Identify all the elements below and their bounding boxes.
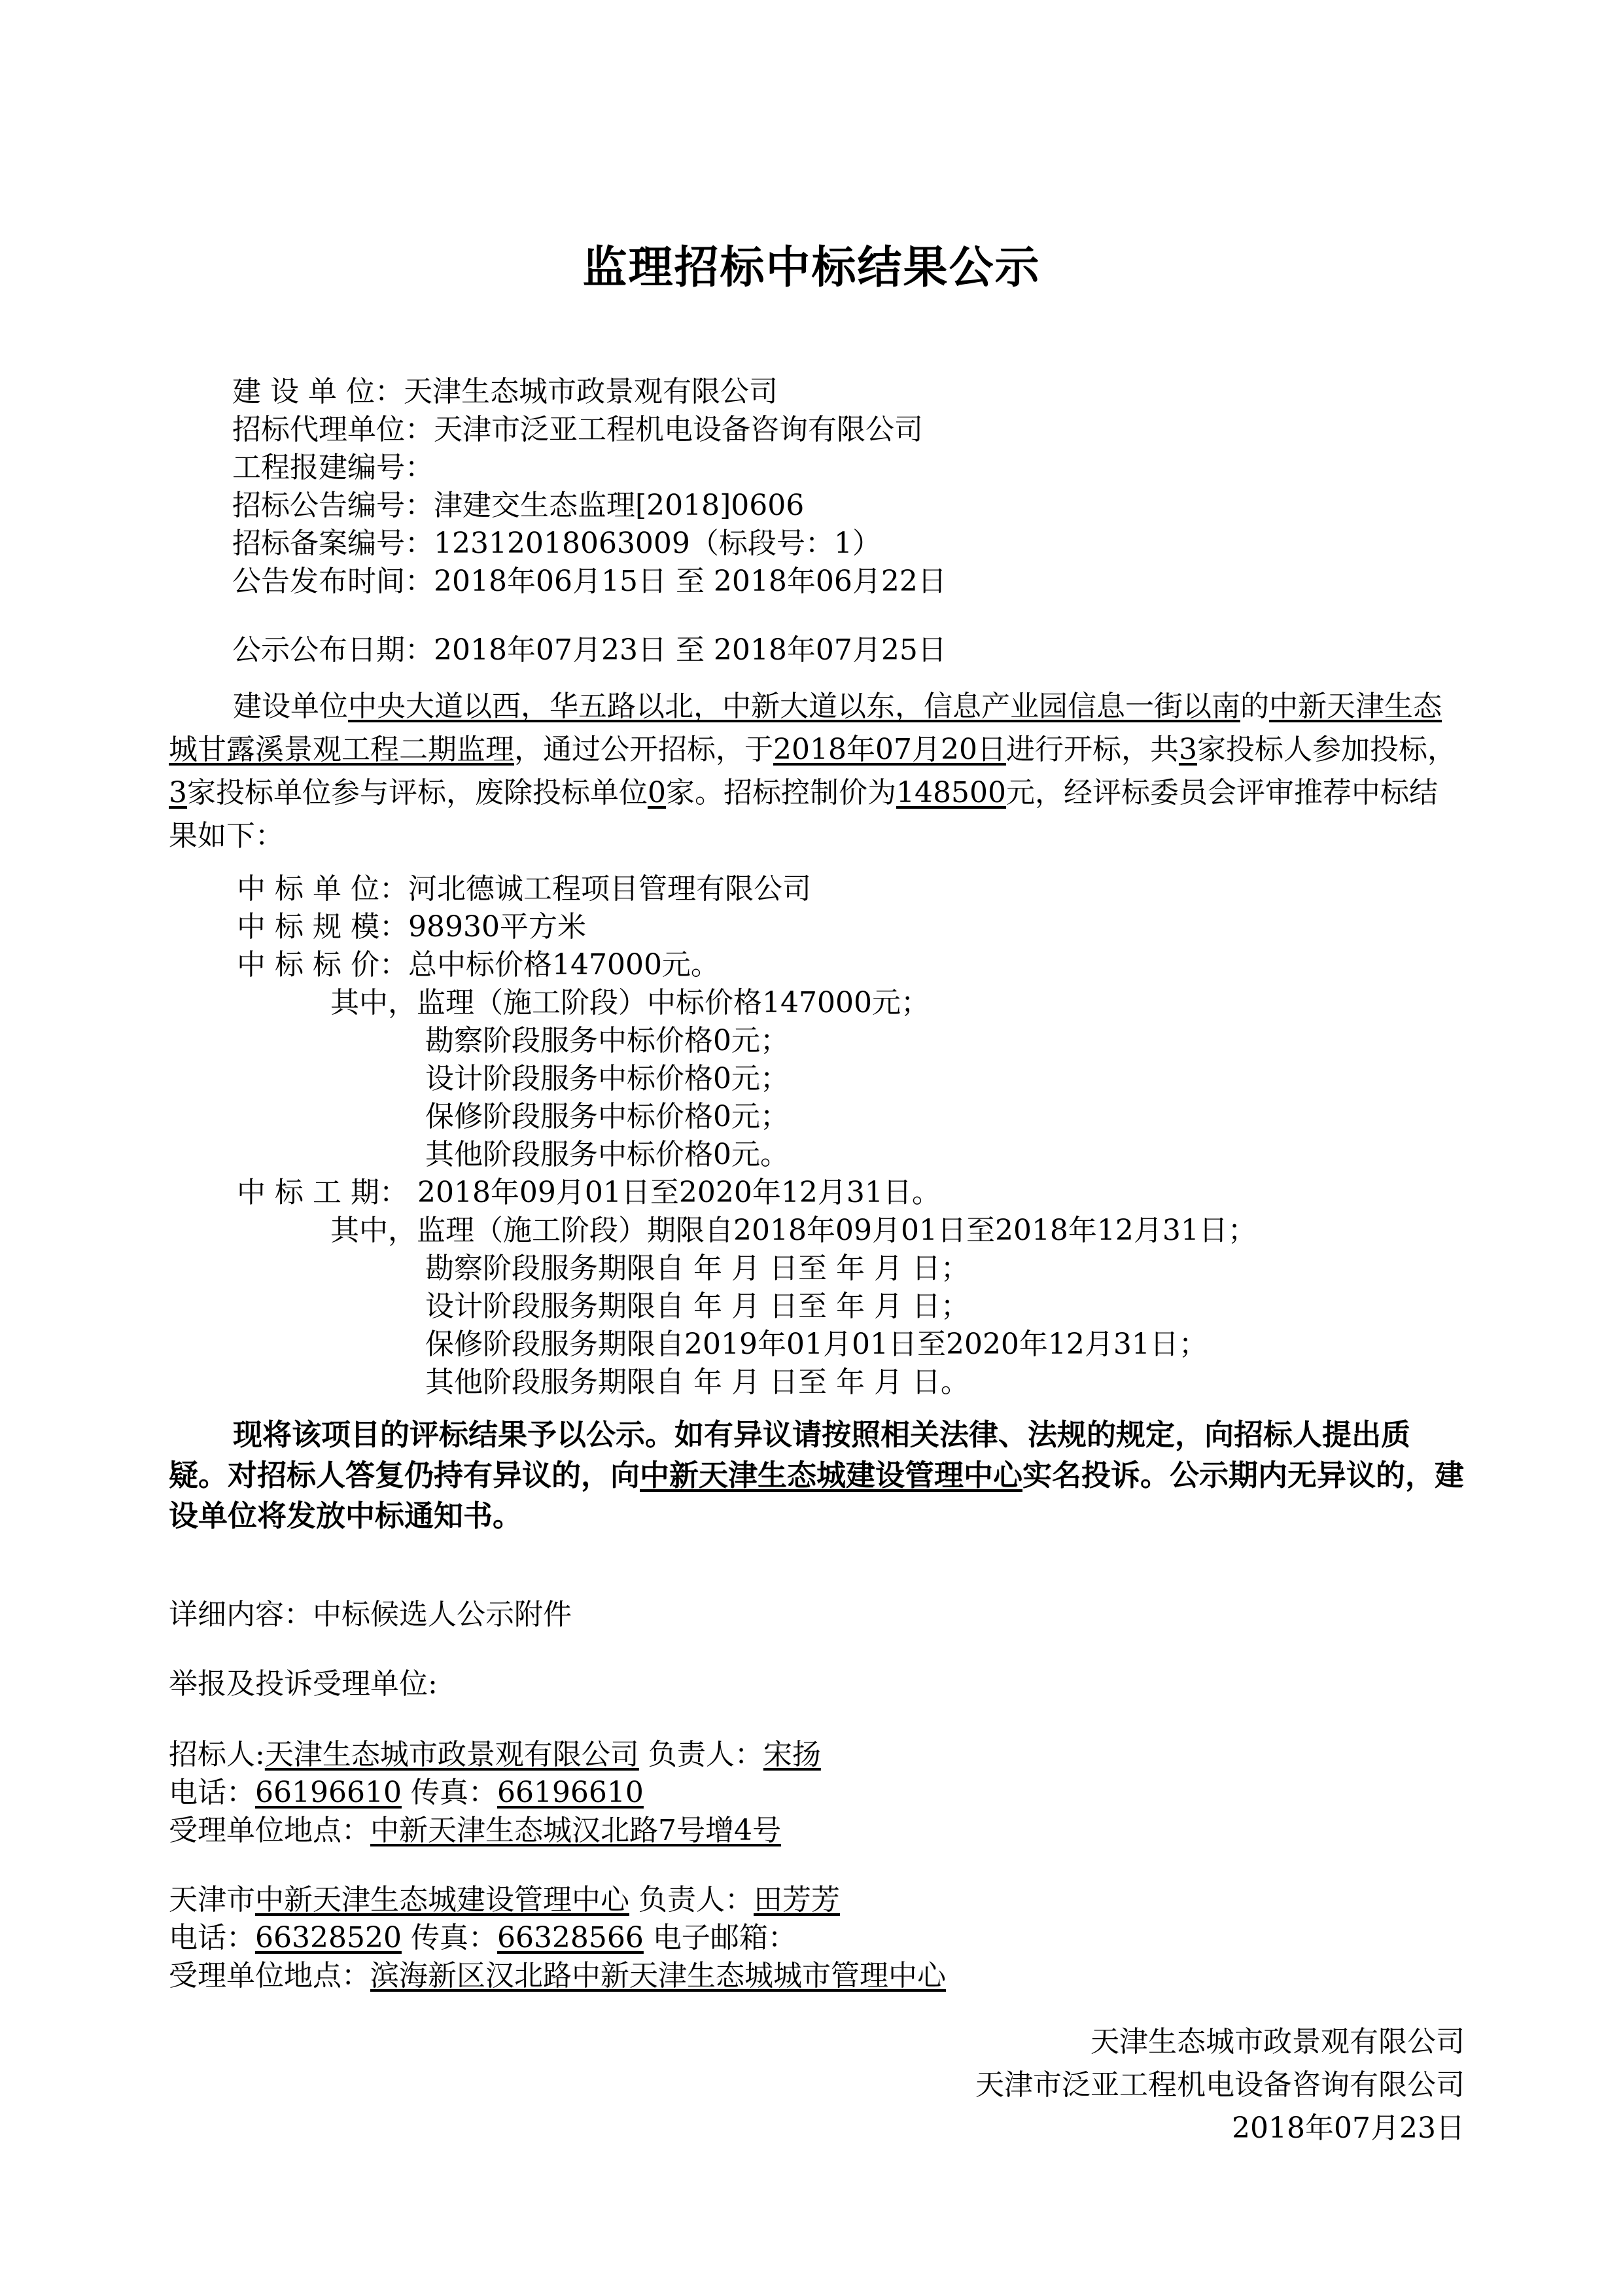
authority-email-label: 电子邮箱：: [643, 1921, 797, 1954]
publish-time-value: 2018年06月15日 至 2018年06月22日: [434, 565, 947, 598]
authority-name: 中新天津生态城建设管理中心: [255, 1883, 629, 1916]
period-detail-line: 其中，监理（施工阶段）期限自2018年09月01日至2018年12月31日；: [330, 1214, 1257, 1247]
tenderer-address: 中新天津生态城汉北路7号增4号: [370, 1814, 781, 1847]
intro-text: ，通过公开招标，于: [514, 733, 773, 766]
page-title: 监理招标中标结果公示: [582, 241, 1041, 294]
period-row: [237, 1174, 941, 1211]
complaint-title: 举报及投诉受理单位:: [169, 1667, 438, 1701]
period-detail-line: 其他阶段服务期限自 年 月 日至 年 月 日。: [425, 1366, 969, 1399]
notice-text: 实名投诉。公示期内无异议的，建设单位将发放中标通知书。: [169, 1458, 1465, 1533]
period-detail-line: 勘察阶段服务期限自 年 月 日至 年 月 日；: [425, 1252, 969, 1285]
intro-text: 家。招标控制价为: [666, 776, 896, 809]
scale-value: 98930平方米: [408, 910, 586, 944]
tenderer-label: 招标人:: [169, 1738, 265, 1771]
period-value: 2018年09月01日至2020年12月31日。: [408, 1176, 941, 1209]
tenderer-row: [169, 1737, 821, 1773]
signature-org-2: 天津市泛亚工程机电设备咨询有限公司: [975, 2068, 1465, 2102]
price-detail-line: 设计阶段服务中标价格0元；: [425, 1062, 789, 1095]
authority-fax-label: 传真：: [401, 1921, 497, 1954]
period-detail-line: 保修阶段服务期限自2019年01月01日至2020年12月31日；: [425, 1328, 1208, 1361]
tenderer-phone: 66196610: [255, 1776, 402, 1809]
authority-fax: 66328566: [497, 1921, 644, 1954]
announce-time-label: 公示公布日期：: [232, 633, 434, 667]
owner-label: 建 设 单 位：: [232, 375, 404, 408]
intro-text: 家投标人参加投标，: [1196, 733, 1456, 766]
winner-label: 中 标 单 位：: [237, 872, 408, 906]
intro-paragraph: [169, 685, 1465, 858]
intro-text: 家投标单位参与评标，废除投标单位: [187, 776, 648, 809]
objection-notice: [169, 1415, 1465, 1536]
agent-label: 招标代理单位：: [232, 413, 434, 446]
authority-phone-label: 电话：: [169, 1921, 255, 1954]
owner-value: 天津生态城市政景观有限公司: [403, 375, 778, 408]
scale-label: 中 标 规 模：: [237, 910, 408, 944]
intro-text: 的: [1240, 690, 1269, 723]
notice-no-value: 津建交生态监理[2018]0606: [434, 489, 805, 522]
record-no-value: 12312018063009（标段号：1）: [434, 527, 881, 560]
project-no-row: [232, 450, 434, 486]
publish-time-label: 公告发布时间：: [232, 565, 434, 598]
notice-text: 现将该项目的评标结果予以公示。如有异议请按照相关法律、法规的规定，向招标人提出质疑。对招标人答复仍持有异议的，向: [169, 1417, 1411, 1492]
record-no-label: 招标备案编号：: [232, 527, 434, 560]
open-date: 2018年07月20日: [773, 733, 1006, 766]
agent-row: [232, 412, 923, 448]
tenderer-address-row: [169, 1812, 781, 1849]
evaluated-count: 3: [169, 776, 187, 809]
scale-row: [237, 909, 586, 945]
signature-org-1: 天津生态城市政景观有限公司: [1091, 2025, 1465, 2058]
tenderer-phone-label: 电话：: [169, 1776, 255, 1809]
tenderer-fax: 66196610: [497, 1776, 644, 1809]
winner-value: 河北德诚工程项目管理有限公司: [408, 872, 811, 906]
notice-no-label: 招标公告编号：: [232, 489, 434, 522]
publish-time-row: [232, 563, 947, 600]
notice-no-row: [232, 487, 804, 524]
details-line: 详细内容：中标候选人公示附件: [169, 1598, 572, 1631]
project-name: 中新天津生态城甘露溪景观工程二期监理: [169, 690, 1442, 766]
tenderer-name: 天津生态城市政景观有限公司: [264, 1738, 639, 1771]
authority-phone: 66328520: [255, 1921, 402, 1954]
period-detail-line: 设计阶段服务期限自 年 月 日至 年 月 日；: [425, 1290, 969, 1323]
authority-address: 滨海新区汉北路中新天津生态城城市管理中心: [370, 1959, 946, 1992]
announce-time-value: 2018年07月23日 至 2018年07月25日: [434, 633, 947, 667]
price-detail-line: 其中，监理（施工阶段）中标价格147000元；: [330, 986, 930, 1019]
authority-prefix: 天津市: [169, 1883, 255, 1916]
owner-row: [232, 374, 778, 410]
control-price: 148500: [896, 776, 1006, 809]
signature-date: 2018年07月23日: [1232, 2111, 1465, 2145]
price-value: 总中标价格147000元。: [408, 948, 720, 981]
price-label: 中 标 标 价：: [237, 948, 408, 981]
authority-address-row: [169, 1958, 946, 1994]
rejected-count: 0: [648, 776, 666, 809]
authority-row: [169, 1882, 840, 1918]
bidder-count: 3: [1178, 733, 1197, 766]
agent-value: 天津市泛亚工程机电设备咨询有限公司: [434, 413, 923, 446]
tenderer-address-label: 受理单位地点：: [169, 1814, 370, 1847]
tenderer-fax-label: 传真：: [401, 1776, 497, 1809]
tenderer-contact-row: [169, 1775, 644, 1811]
period-label: 中 标 工 期：: [237, 1176, 408, 1209]
price-detail-line: 保修阶段服务中标价格0元；: [425, 1100, 789, 1133]
intro-text: 建设单位: [233, 690, 348, 723]
record-no-row: [232, 525, 881, 562]
intro-text: 元，经评标委员会评审推荐中标结果如下：: [169, 776, 1438, 853]
project-no-label: 工程报建编号：: [232, 451, 434, 484]
announce-time-row: [232, 632, 947, 669]
authority-head: 田芳芳: [754, 1883, 840, 1916]
authority-address-label: 受理单位地点：: [169, 1959, 370, 1992]
tenderer-head: 宋扬: [763, 1738, 821, 1771]
authority-head-label: 负责人：: [629, 1883, 754, 1916]
project-location: 中央大道以西，华五路以北，中新大道以东，信息产业园信息一街以南: [348, 690, 1240, 723]
tenderer-head-label: 负责人：: [638, 1738, 763, 1771]
notice-authority: 中新天津生态城建设管理中心: [640, 1458, 1023, 1492]
winner-row: [237, 871, 811, 908]
intro-text: 进行开标，共: [1005, 733, 1179, 766]
price-detail-line: 其他阶段服务中标价格0元。: [425, 1138, 789, 1171]
price-detail-line: 勘察阶段服务中标价格0元；: [425, 1024, 789, 1057]
price-row: [237, 947, 720, 983]
authority-contact-row: [169, 1920, 797, 1956]
